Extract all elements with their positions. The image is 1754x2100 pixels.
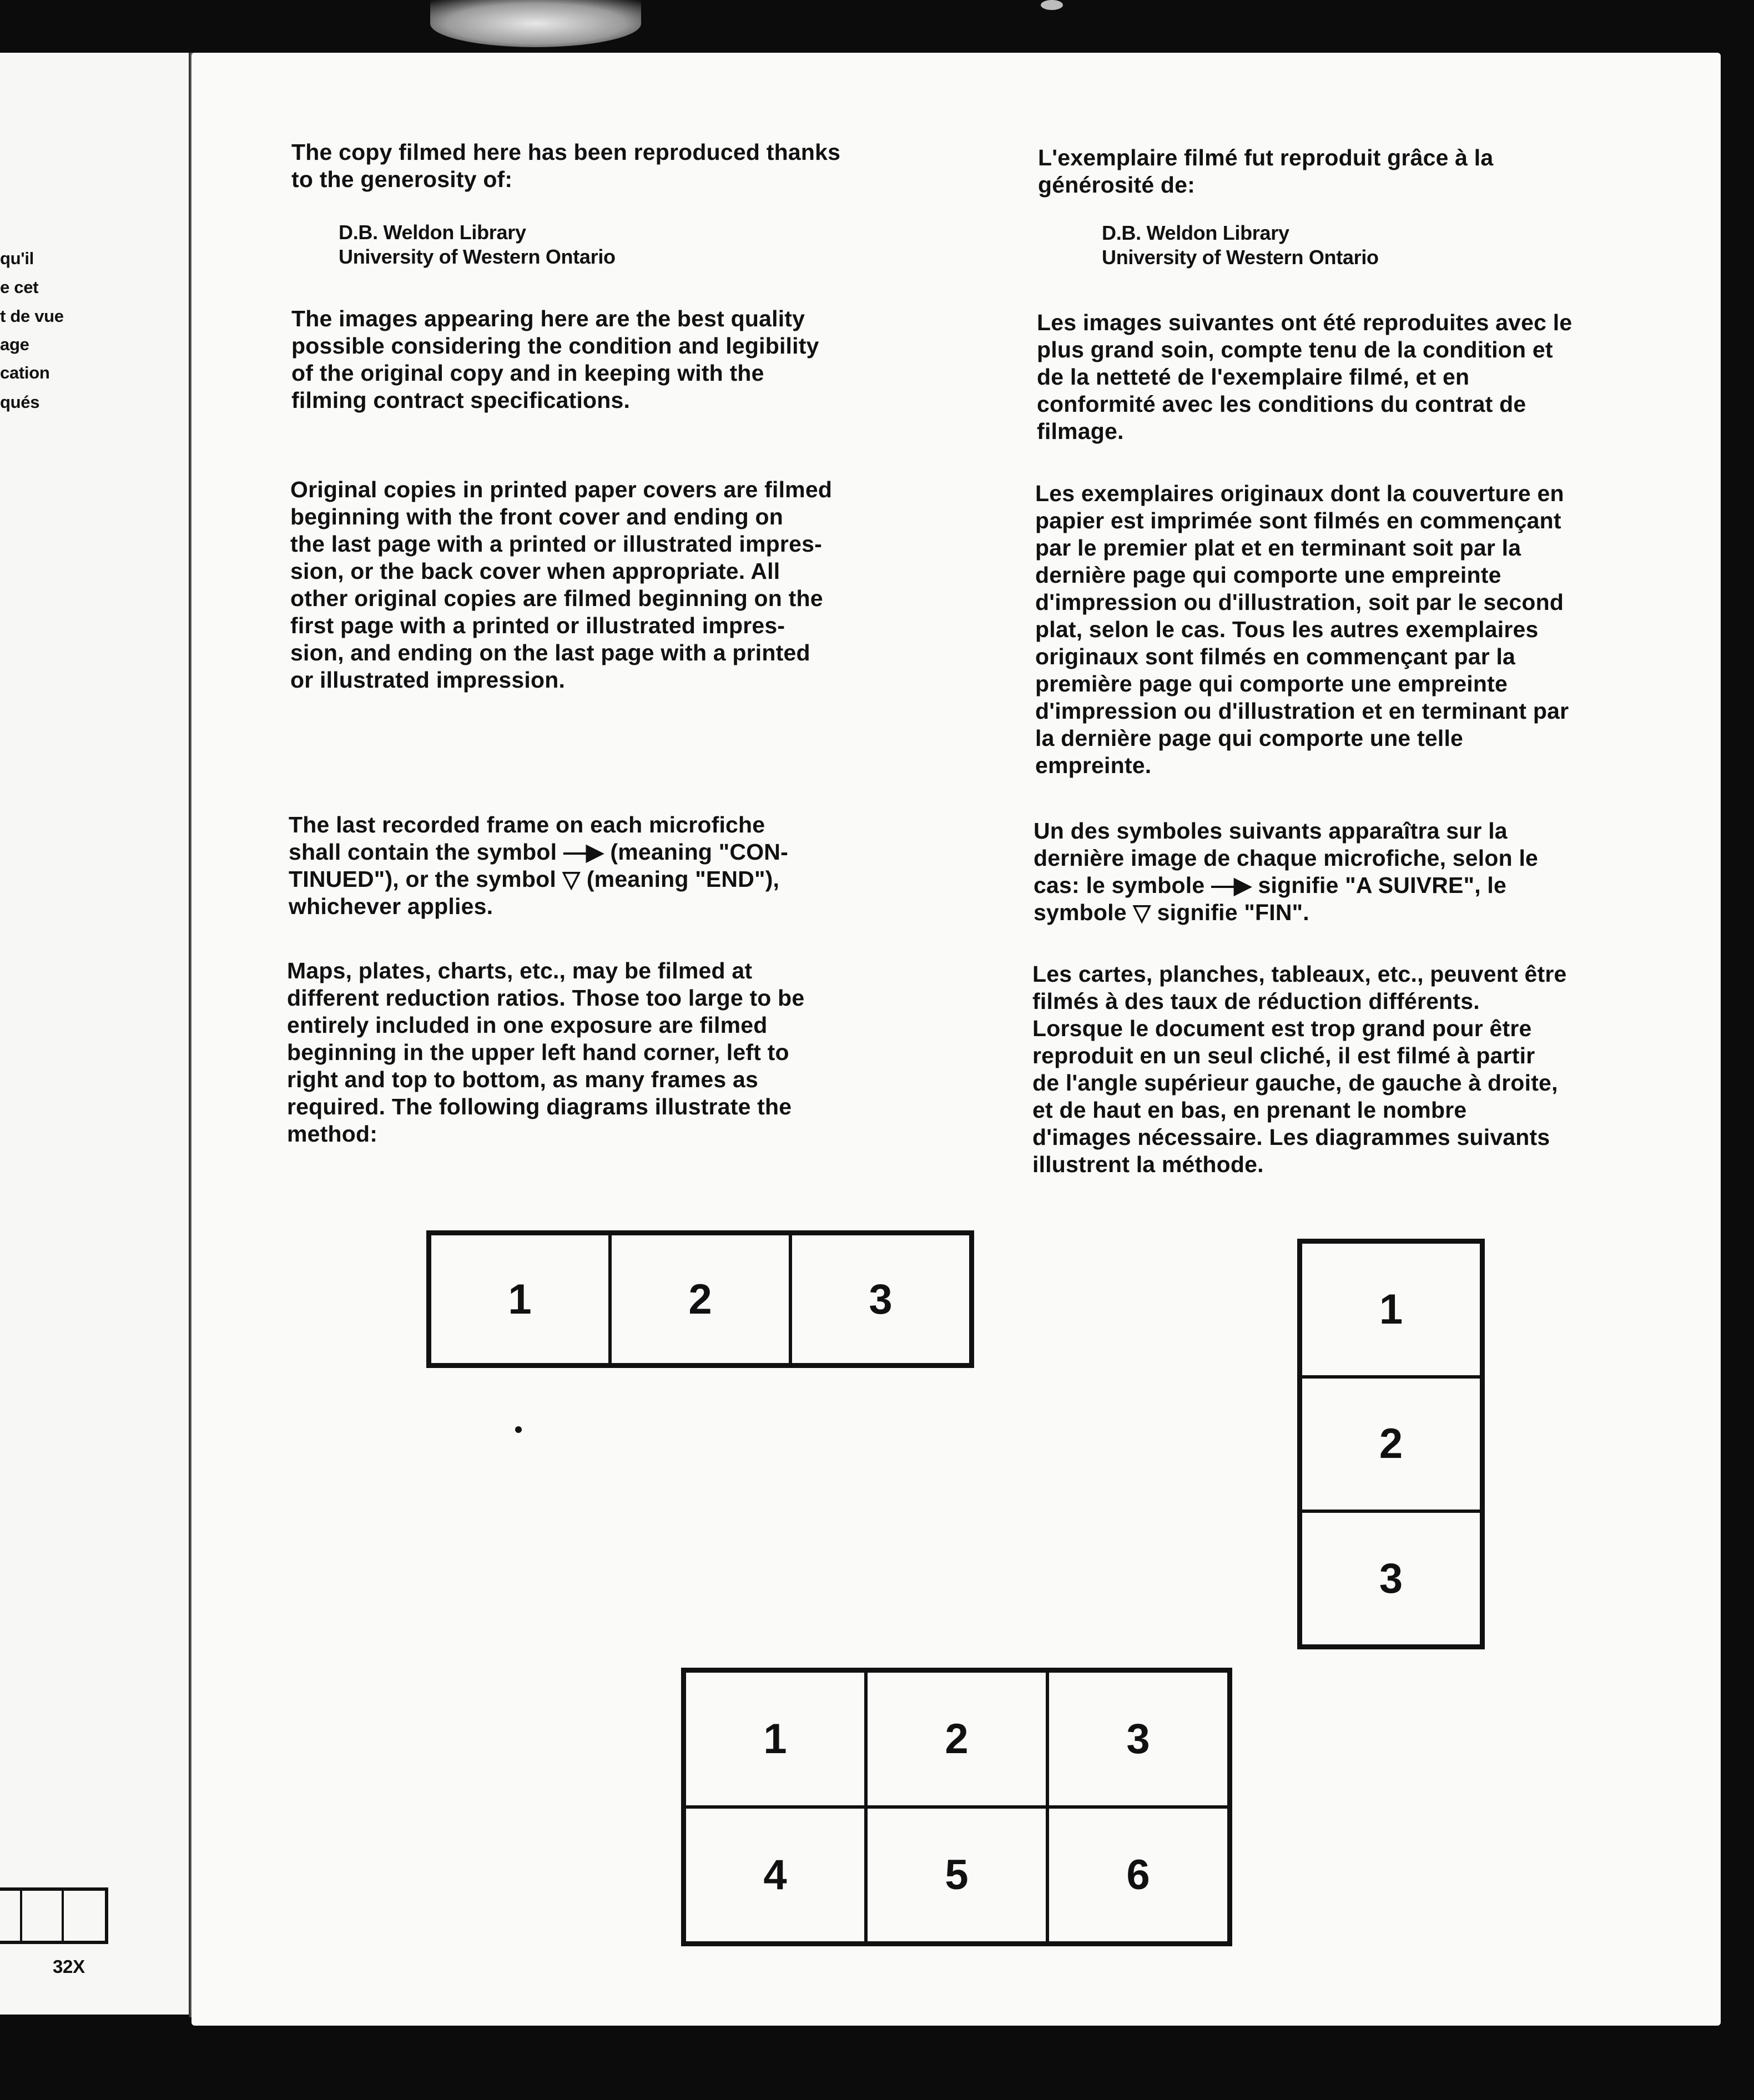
frame-cell: 2 (1301, 1377, 1481, 1512)
english-maps-paragraph: Maps, plates, charts, etc., may be filmed at different reduction ratios. Those too large to be entirely included in one exposure are filmed beginning in the upper left hand corner, left to right and top to bottom, as many frames as required. The following diagrams illustrate the method: (287, 958, 805, 1147)
english-intro: The copy filmed here has been reproduced thanks to the generosity of: (291, 139, 841, 192)
vertical-frames-diagram (1297, 1239, 1485, 1649)
frame-cell: 6 (1047, 1807, 1229, 1943)
frame-cell: 1 (1301, 1242, 1481, 1377)
french-maps-paragraph: Les cartes, planches, tableaux, etc., peuvent être filmés à des taux de réduction différents. Lorsque le document est trop grand pour être reproduit en un seul cliché, il est filmé à partir de l'angle supérieur gauche, de gauche à droite, et de haut en bas, en prenant le nombre d'images nécessaire. Les diagrammes suivants illustrent la méthode. (1032, 961, 1567, 1177)
diagram-cell (0, 1891, 22, 1941)
french-library: D.B. Weldon Library University of Western Ontario (1102, 221, 1379, 269)
frame-cell: 2 (866, 1671, 1047, 1807)
previous-page (0, 53, 189, 2015)
prev-page-line: qués (0, 392, 40, 412)
french-images-paragraph: Les images suivantes ont été reproduites avec le plus grand soin, compte tenu de la condition et de la netteté de l'exemplaire filmé, et en conformité avec les conditions du contrat de filmage. (1037, 310, 1572, 444)
reduction-ratio: 32X (53, 1956, 85, 1977)
english-images-paragraph: The images appearing here are the best quality possible considering the condition and legibility of the original copy and in keeping with the filming contract specifications. (291, 306, 819, 413)
frame-cell: 1 (430, 1234, 610, 1365)
prev-page-line: t de vue (0, 306, 64, 326)
frame-cell: 5 (866, 1807, 1047, 1943)
french-intro: L'exemplaire filmé fut reproduit grâce à la générosité de: (1038, 145, 1494, 198)
english-originals-paragraph: Original copies in printed paper covers are filmed beginning with the front cover and ending on the last page with a printed or illustrated impres- sion, or the back cover when appropriate. All other original copies are filmed beginning on the first page with a printed or illustrated impres- sion, and ending on the last page with a printed or illustrated impression. (290, 477, 833, 693)
scan-artifact (1041, 0, 1063, 10)
prev-page-diagram (0, 1887, 108, 1944)
diagram-cell (22, 1891, 63, 1941)
frame-cell: 3 (1047, 1671, 1229, 1807)
horizontal-frames-diagram (426, 1230, 974, 1368)
prev-page-line: cation (0, 363, 50, 382)
english-library: D.B. Weldon Library University of Western Ontario (339, 221, 616, 268)
prev-page-line: qu'il (0, 249, 34, 268)
frame-cell: 4 (684, 1807, 866, 1943)
french-originals-paragraph: Les exemplaires originaux dont la couverture en papier est imprimée sont filmés en commençant par le premier plat et en terminant soit par la dernière page qui comporte une empreinte d'impression ou d'illustration, soit par le second plat, selon le cas. Tous les autres exemplaires originaux sont filmés en commençant par la première page qui comporte une empreinte d'impression ou d'illustration et en terminant par la dernière page qui comporte une telle empreinte. (1035, 481, 1569, 778)
french-symbols-paragraph: Un des symboles suivants apparaîtra sur la dernière image de chaque microfiche, selon le cas: le symbole —▶ signifie "A SUIVRE", le symbole ▽ signifie "FIN". (1034, 818, 1539, 925)
diagram-cell (64, 1891, 105, 1941)
scan-artifact (430, 0, 641, 47)
ink-speck (515, 1426, 522, 1433)
english-symbols-paragraph: The last recorded frame on each microfiche shall contain the symbol —▶ (meaning "CON- TINUED"), or the symbol ▽ (meaning "END"), whichever applies. (289, 812, 788, 919)
grid-frames-diagram (681, 1668, 1232, 1946)
prev-page-line: age (0, 335, 29, 354)
frame-cell: 3 (790, 1234, 971, 1365)
microfiche-notice-page (191, 53, 1721, 2026)
frame-cell: 3 (1301, 1511, 1481, 1646)
frame-cell: 1 (684, 1671, 866, 1807)
prev-page-line: e cet (0, 277, 39, 297)
frame-cell: 2 (610, 1234, 790, 1365)
